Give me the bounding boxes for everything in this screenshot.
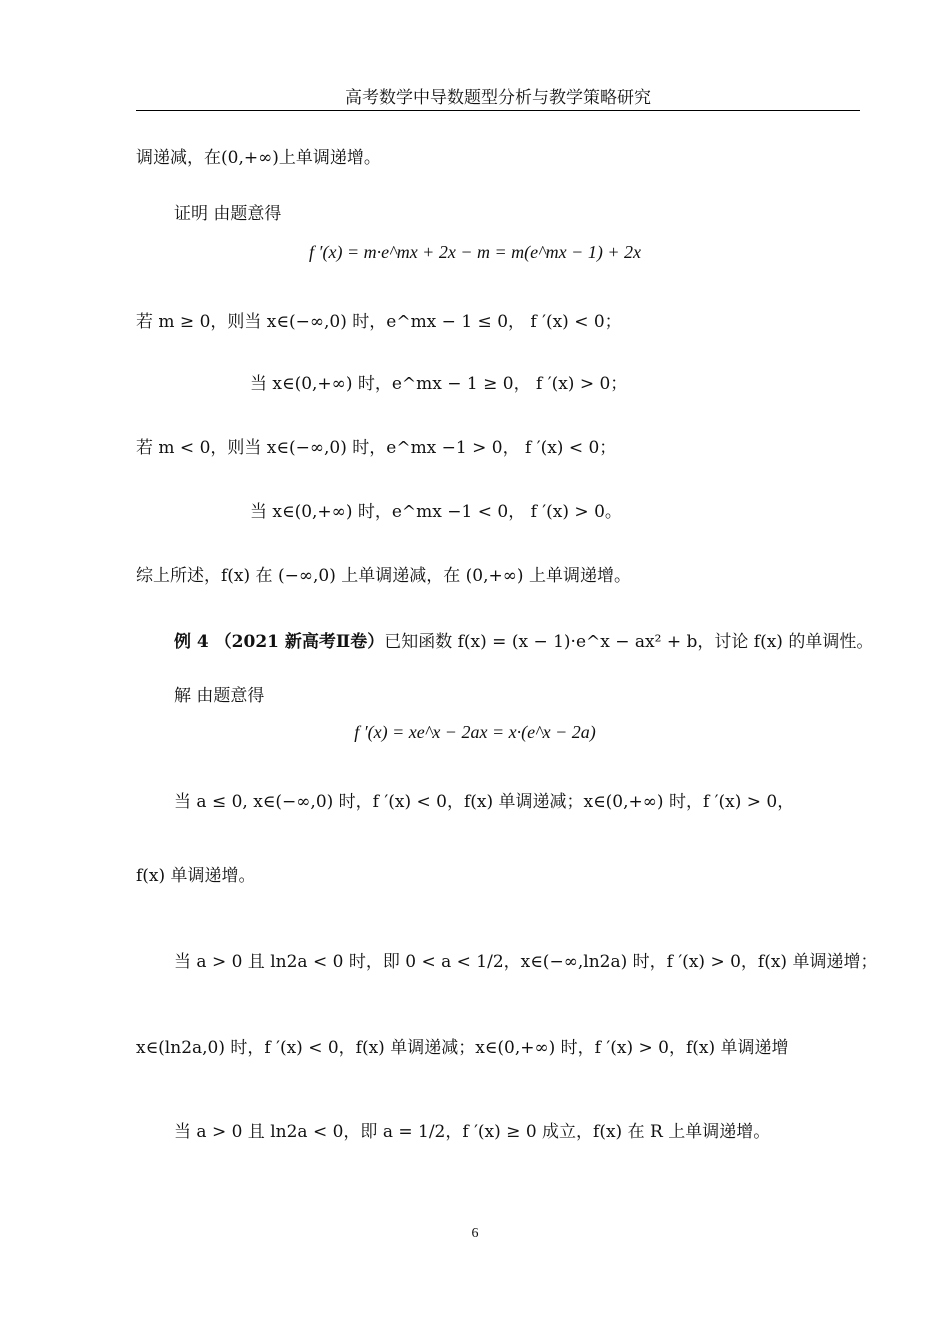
text-line: 解 由题意得 (174, 686, 265, 706)
equation: f ′(x) = xe^x − 2ax = x·(e^x − 2a) (354, 722, 596, 742)
running-header: 高考数学中导数题型分析与教学策略研究 (345, 88, 651, 108)
text-line: 当 a ≤ 0, x∈(−∞,0) 时，f ′(x) < 0，f(x) 单调递减；x∈(0,+∞) 时，f ′(x) > 0， (174, 792, 795, 812)
page-number: 6 (471, 1226, 479, 1241)
text-line: 当 x∈(0,+∞) 时，e^mx −1 < 0， f ′(x) > 0。 (250, 502, 622, 522)
text-line: 若 m < 0，则当 x∈(−∞,0) 时，e^mx −1 > 0， f ′(x) < 0； (136, 438, 617, 458)
equation: f ′(x) = m·e^mx + 2x − m = m(e^mx − 1) + 2x (309, 242, 641, 262)
text-line: 综上所述，f(x) 在 (−∞,0) 上单调递减，在 (0,+∞) 上单调递增。 (136, 566, 631, 586)
text-line: 调递减，在(0,+∞)上单调递增。 (136, 148, 381, 168)
text-line: f(x) 单调递增。 (136, 866, 256, 886)
text-line: x∈(ln2a,0) 时，f ′(x) < 0，f(x) 单调递减；x∈(0,+∞) 时，f ′(x) > 0，f(x) 单调递增 (136, 1038, 789, 1058)
text-line: 当 a > 0 且 ln2a < 0 时，即 0 < a < 1/2，x∈(−∞,ln2a) 时，f ′(x) > 0，f(x) 单调递增； (174, 952, 878, 972)
example-label: 例 4 （2021 新高考Ⅱ卷） (174, 632, 385, 652)
example-4-statement (174, 630, 873, 654)
text-line: 当 x∈(0,+∞) 时，e^mx − 1 ≥ 0， f ′(x) > 0； (250, 374, 628, 394)
header-rule (136, 110, 860, 111)
text-line: 若 m ≥ 0，则当 x∈(−∞,0) 时，e^mx − 1 ≤ 0， f ′(x) < 0； (136, 312, 622, 332)
text-line: 证明 由题意得 (174, 204, 282, 224)
example-text: 已知函数 f(x) = (x − 1)·e^x − ax² + b，讨论 f(x) 的单调性。 (384, 632, 874, 652)
text-line: 当 a > 0 且 ln2a < 0，即 a = 1/2，f ′(x) ≥ 0 成立，f(x) 在 R 上单调递增。 (174, 1122, 771, 1142)
